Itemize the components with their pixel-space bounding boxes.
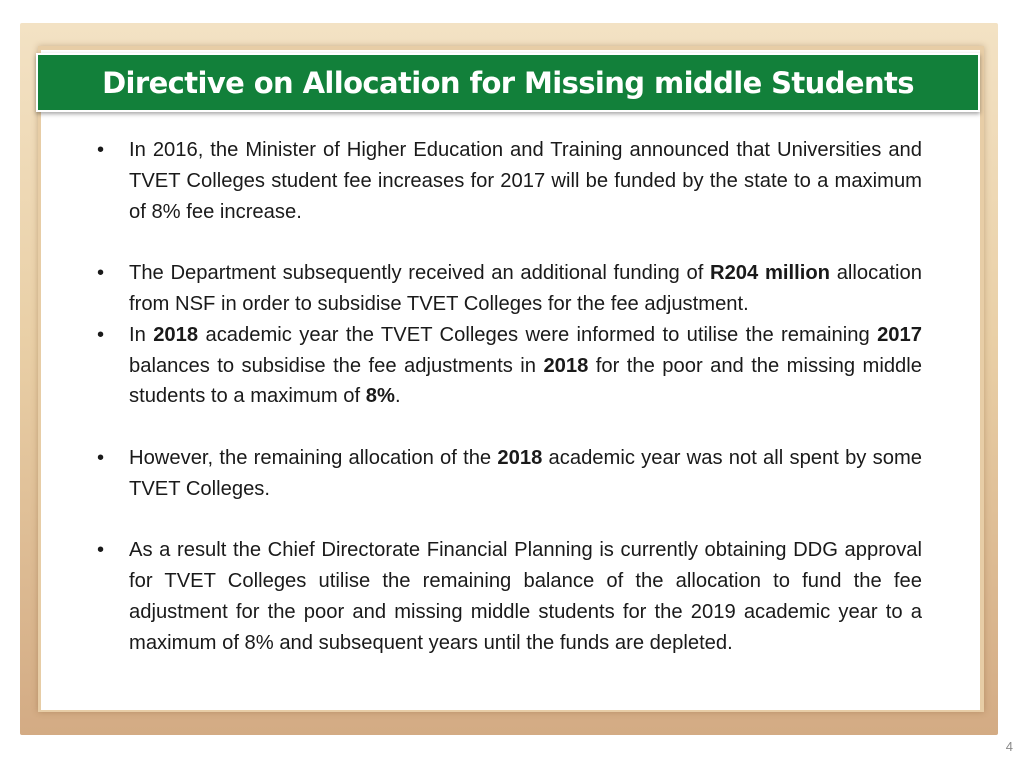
- bullet-icon: •: [97, 139, 105, 161]
- bullet-icon: •: [97, 262, 105, 285]
- title-bar: [36, 53, 980, 112]
- bullet-item-5: [95, 535, 922, 658]
- bullet-emphasis: 2018: [153, 323, 199, 346]
- bullet-item-3: [95, 320, 922, 412]
- spacer: [95, 505, 922, 536]
- bullet-text: allocation from NSF in order to subsidise TVET Colleges for the fee adjustment.: [129, 262, 922, 315]
- slide-title: Directive on Allocation for Missing middle Students: [102, 65, 914, 100]
- bullet-item-2: [95, 258, 922, 320]
- bullet-text: In: [129, 323, 154, 346]
- bullet-emphasis: 8%: [365, 385, 395, 408]
- bullet-list: [95, 135, 922, 659]
- bullet-emphasis: R204 million: [710, 262, 830, 285]
- bullet-text: .: [394, 385, 401, 408]
- bullet-emphasis: 2017: [877, 323, 922, 346]
- bullet-text: The Department subsequently received an additional funding of: [129, 262, 710, 285]
- bullet-text: As a result the Chief Directorate Financial Planning is currently obtaining DDG approval for TVET Colleges utilise the remaining balance of the allocation to fund the fee adjustment for the poor and missing middle students for the 2019 academic year to a maximum of 8% and subsequent years until the funds are depleted.: [129, 539, 922, 654]
- page-number: 4: [1005, 739, 1013, 754]
- bullet-icon: •: [97, 539, 105, 562]
- bullet-item-1: [95, 135, 922, 227]
- bullet-text: In 2016, the Minister of Higher Education and Training announced that Universities and TVET Colleges student fee increases for 2017 will be funded by the state to a maximum of 8% fee increase.: [129, 139, 922, 223]
- bullet-item-4: [95, 443, 922, 505]
- bullet-icon: •: [97, 323, 105, 346]
- bullet-text: academic year was not all spent by some TVET Colleges.: [129, 446, 922, 500]
- spacer: [95, 412, 922, 443]
- spacer: [95, 227, 922, 258]
- bullet-text: balances to subsidise the fee adjustments in: [129, 354, 544, 377]
- bullet-emphasis: 2018: [543, 354, 589, 377]
- bullet-text: for the poor and the missing middle students to a maximum of: [129, 354, 923, 408]
- bullet-icon: •: [97, 446, 105, 469]
- bullet-emphasis: 2018: [497, 446, 543, 469]
- bullet-text: academic year the TVET Colleges were informed to utilise the remaining: [198, 323, 878, 346]
- bullet-text: However, the remaining allocation of the: [129, 446, 498, 469]
